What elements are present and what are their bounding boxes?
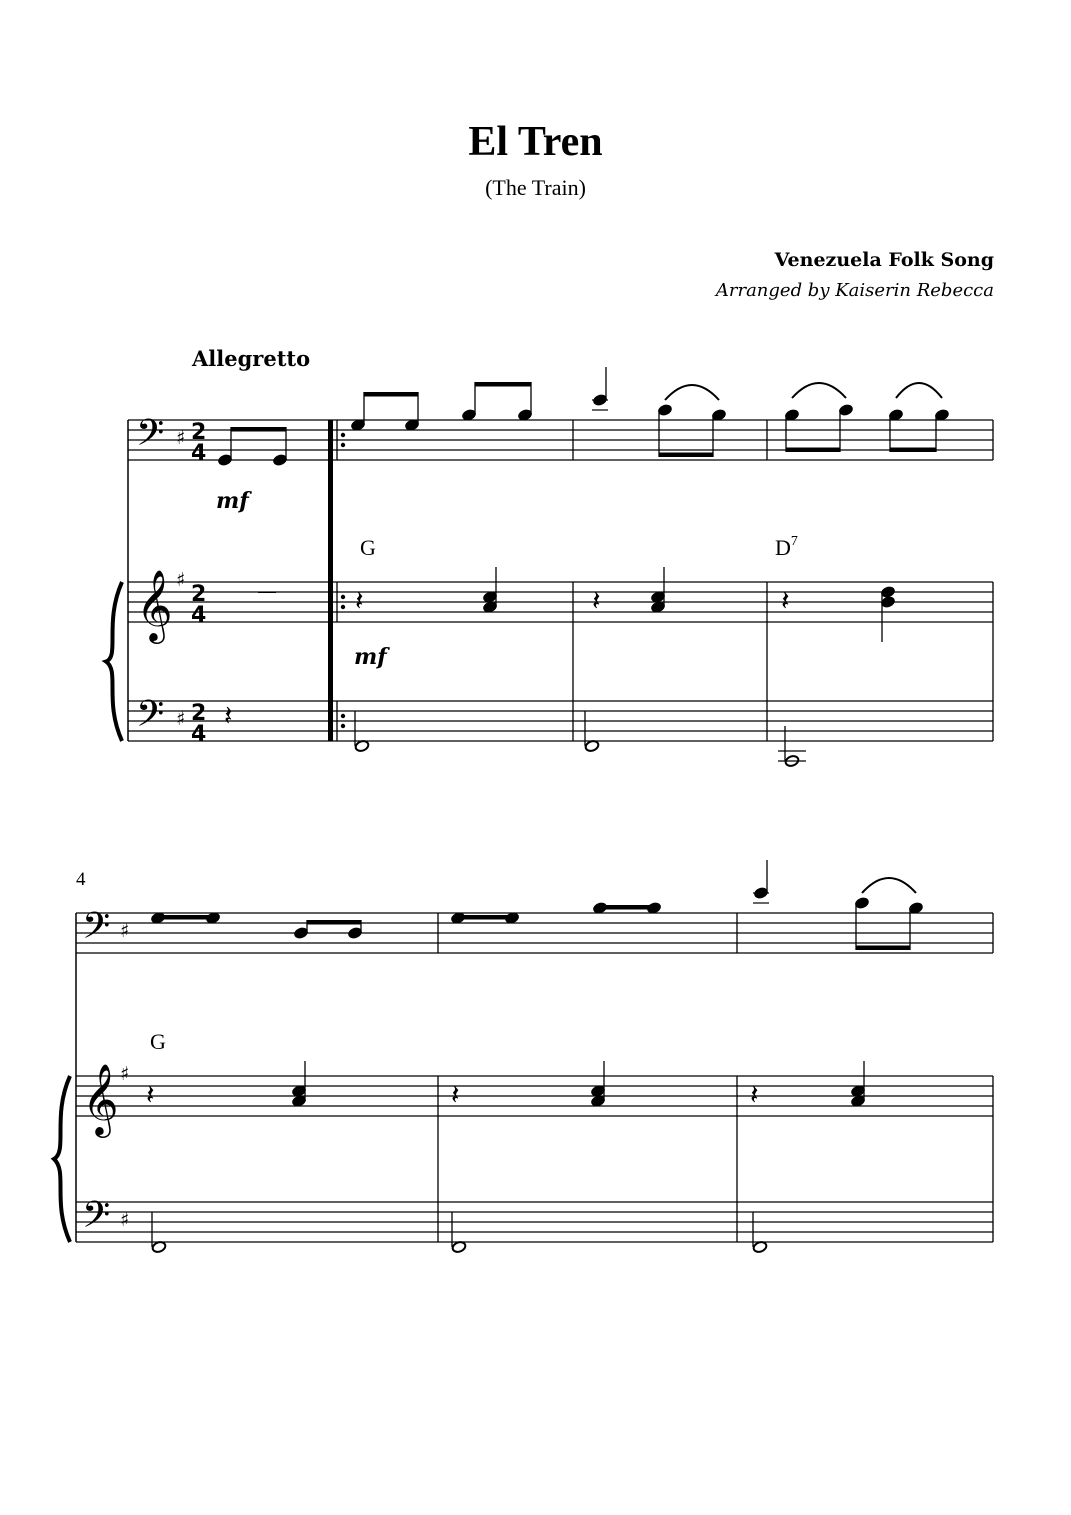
bass-clef: 𝄢 <box>136 693 165 744</box>
repeat-thick-barline <box>328 420 333 460</box>
composer-credit: Venezuela Folk Song <box>774 249 994 271</box>
measure-number: 4 <box>76 869 86 890</box>
repeat-thick-barline <box>328 460 333 582</box>
repeat-dot <box>341 605 345 609</box>
note-beam <box>364 392 418 397</box>
quarter-rest: 𝄽 <box>750 1078 759 1111</box>
quarter-rest: 𝄽 <box>355 584 364 617</box>
slur <box>665 385 719 400</box>
slur <box>792 383 846 398</box>
key-signature-sharp: ♯ <box>120 920 130 942</box>
note-beam <box>307 920 361 925</box>
bass-clef: 𝄢 <box>82 905 111 956</box>
score-title: El Tren <box>468 119 603 165</box>
note-beam <box>786 448 840 453</box>
note-beam <box>464 915 518 920</box>
repeat-thick-barline <box>328 622 333 701</box>
quarter-rest: 𝄽 <box>592 584 601 617</box>
key-signature-sharp: ♯ <box>176 569 186 591</box>
key-signature-sharp: ♯ <box>120 1063 130 1085</box>
chord-symbol-d7: $D^7$ <box>775 533 798 560</box>
repeat-thick-barline <box>328 701 333 741</box>
note-beam <box>231 427 286 432</box>
note-beam <box>475 382 531 387</box>
time-signature-top: 2 <box>191 582 207 607</box>
chord-symbol-g: G <box>360 535 376 560</box>
bass-clef: 𝄢 <box>82 1194 111 1245</box>
repeat-dot <box>341 595 345 599</box>
tempo-marking: Allegretto <box>192 346 311 371</box>
quarter-rest: 𝄽 <box>451 1078 460 1111</box>
treble-clef: 𝄞 <box>136 568 173 641</box>
chord-symbol-g-2: G <box>150 1029 166 1054</box>
time-signature-top: 2 <box>191 701 207 726</box>
quarter-rest: 𝄽 <box>781 584 790 617</box>
dynamic-solo-mf: mf <box>216 488 249 514</box>
note-beam <box>606 905 660 910</box>
repeat-dot <box>341 433 345 437</box>
slur <box>862 878 916 893</box>
note-beam <box>659 453 713 458</box>
slur <box>896 383 942 398</box>
note-beam <box>890 448 936 453</box>
score-subtitle: (The Train) <box>485 175 586 200</box>
note-beam <box>164 915 219 920</box>
key-signature-sharp: ♯ <box>176 427 186 449</box>
piano-brace <box>106 582 122 741</box>
repeat-thick-barline <box>328 582 333 622</box>
key-signature-sharp: ♯ <box>176 708 186 730</box>
repeat-dot <box>341 714 345 718</box>
key-signature-sharp: ♯ <box>120 1209 130 1231</box>
time-signature-bottom: 4 <box>191 441 207 466</box>
repeat-dot <box>341 443 345 447</box>
note-beam <box>856 946 910 951</box>
quarter-rest: 𝄽 <box>146 1078 155 1111</box>
time-signature-bottom: 4 <box>191 722 207 747</box>
arranger-credit: Arranged by Kaiserin Rebecca <box>715 280 994 301</box>
whole-rest: — <box>257 579 277 603</box>
repeat-dot <box>341 724 345 728</box>
treble-clef: 𝄞 <box>82 1062 119 1135</box>
time-signature-bottom: 4 <box>191 603 207 628</box>
bass-clef: 𝄢 <box>136 412 165 463</box>
dynamic-piano-mf: mf <box>354 644 387 670</box>
quarter-rest: 𝄽 <box>224 699 233 732</box>
time-signature-top: 2 <box>191 420 207 445</box>
piano-brace <box>54 1076 70 1242</box>
